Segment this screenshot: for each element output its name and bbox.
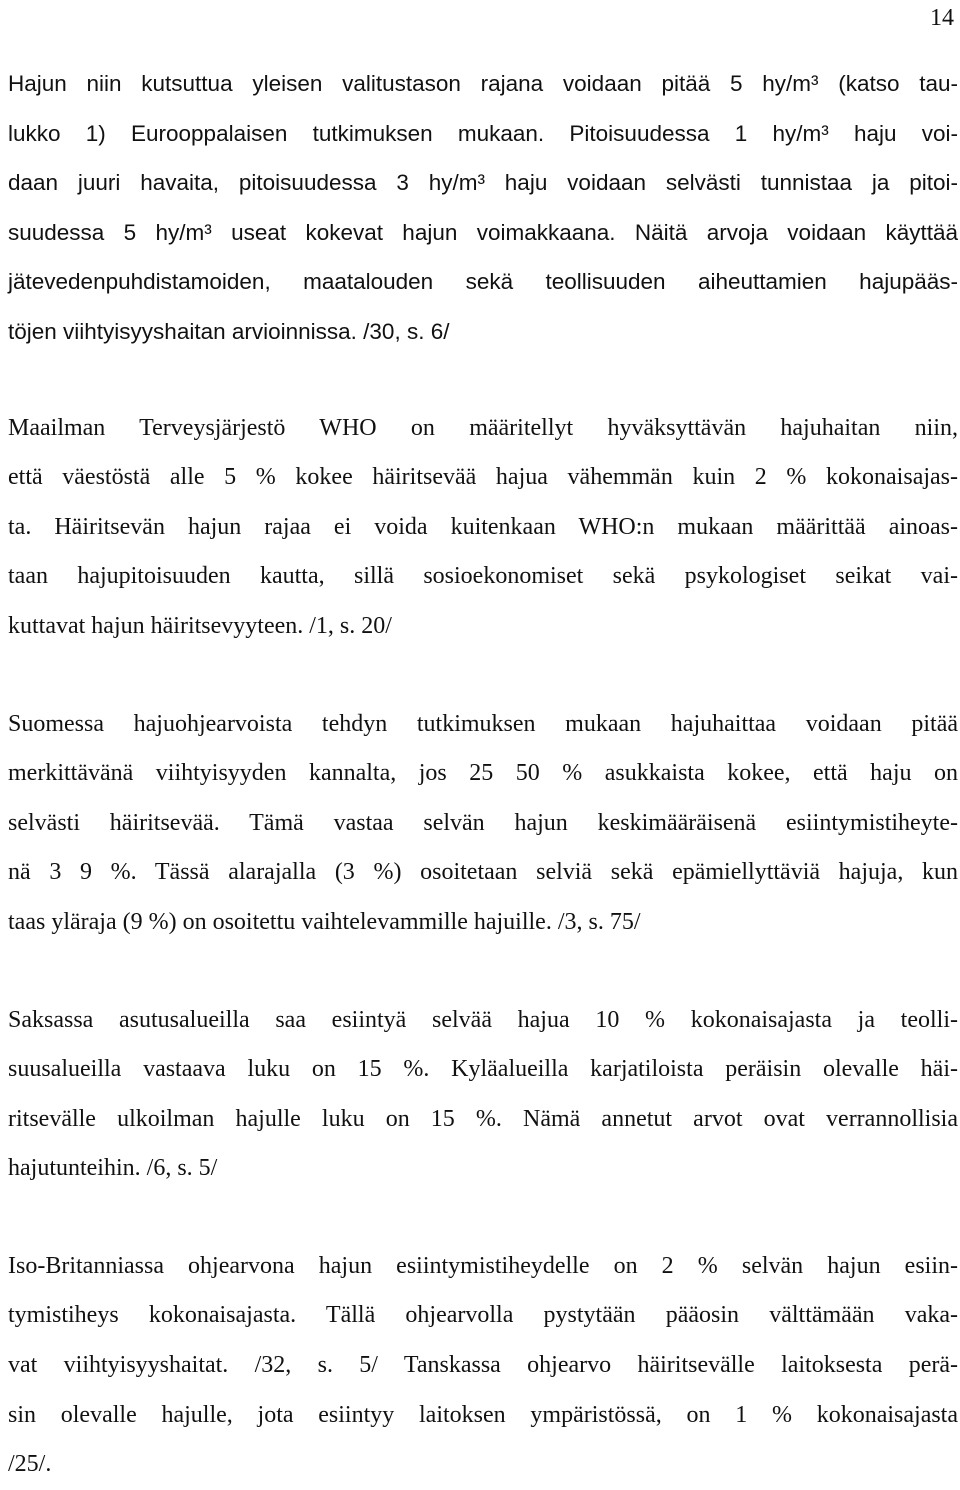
text-line: Hajun niin kutsuttua yleisen valitustason rajana voidaan pitää 5 hy/m³ (katso tau- [8, 71, 958, 96]
text-line: selvästi häiritsevää. Tämä vastaa selvän hajun keskimääräisenä esiintymistiheyte- [8, 809, 958, 836]
text-line: kuttavat hajun häiritsevyyteen. /1, s. 20/ [8, 612, 392, 639]
paragraph-finland [8, 700, 958, 948]
text-line: vat viihtyisyyshaitat. /32, s. 5/ Tanskassa ohjearvo häiritsevälle laitoksesta perä- [8, 1352, 958, 1379]
text-line: Saksassa asutusalueilla saa esiintyä selvää hajua 10 % kokonaisajasta ja teolli- [8, 1006, 958, 1033]
paragraph-spacer [8, 948, 958, 996]
text-line: taas yläraja (9 %) on osoitettu vaihtelevammille hajuille. /3, s. 75/ [8, 908, 641, 935]
text-line: nä 3 9 %. Tässä alarajalla (3 %) osoitetaan selviä sekä epämiellyttäviä hajuja, kun [8, 859, 958, 886]
page-number: 14 [930, 5, 954, 31]
text-line: töjen viihtyisyyshaitan arvioinnissa. /30, s. 6/ [8, 318, 450, 344]
text-line: merkittävänä viihtyisyyden kannalta, jos 25 50 % asukkaista kokee, että haju on [8, 760, 958, 787]
text-line: ritsevälle ulkoilman hajulle luku on 15 %. Nämä annetut arvot ovat verrannollisia [8, 1105, 958, 1132]
text-line: Suomessa hajuohjearvoista tehdyn tutkimuksen mukaan hajuhaittaa voidaan pitää [8, 710, 958, 737]
text-line: jätevedenpuhdistamoiden, maatalouden sekä teollisuuden aiheuttamien hajupääs- [8, 269, 958, 295]
paragraph-who [8, 404, 958, 652]
text-line: lukko 1) Eurooppalaisen tutkimuksen mukaan. Pitoisuudessa 1 hy/m³ haju voi- [8, 120, 958, 146]
text-line: suusalueilla vastaava luku on 15 %. Kyläalueilla karjatiloista peräisin olevalle häi- [8, 1056, 958, 1083]
text-line: Maailman Terveysjärjestö WHO on määritellyt hyväksyttävän hajuhaitan niin, [8, 414, 958, 441]
document-body [8, 59, 958, 1490]
text-line: taan hajupitoisuuden kautta, sillä sosioekonomiset sekä psykologiset seikat vai- [8, 563, 958, 590]
paragraph-spacer [8, 357, 958, 404]
text-line: sin olevalle hajulle, jota esiintyy laitoksen ympäristössä, on 1 % kokonaisajasta [8, 1401, 958, 1428]
text-line: hajutunteihin. /6, s. 5/ [8, 1155, 218, 1182]
text-line: /25/. [8, 1451, 52, 1478]
paragraph-spacer [8, 1194, 958, 1242]
paragraph-uk-denmark [8, 1242, 958, 1490]
text-line: Iso-Britanniassa ohjearvona hajun esiintymistiheydelle on 2 % selvän hajun esiin- [8, 1252, 958, 1279]
text-line: ta. Häiritsevän hajun rajaa ei voida kuitenkaan WHO:n mukaan määrittää ainoas- [8, 513, 958, 540]
text-line: että väestöstä alle 5 % kokee häiritsevää hajua vähemmän kuin 2 % kokonaisajas- [8, 464, 958, 491]
text-line: suudessa 5 hy/m³ useat kokevat hajun voimakkaana. Näitä arvoja voidaan käyttää [8, 219, 958, 245]
text-line: tymistiheys kokonaisajasta. Tällä ohjearvolla pystytään pääosin välttämään vaka- [8, 1302, 958, 1329]
text-line: daan juuri havaita, pitoisuudessa 3 hy/m³ haju voidaan selvästi tunnistaa ja pitoi- [8, 170, 958, 196]
paragraph-odour-threshold [8, 59, 958, 357]
paragraph-spacer [8, 652, 958, 700]
paragraph-germany [8, 996, 958, 1194]
